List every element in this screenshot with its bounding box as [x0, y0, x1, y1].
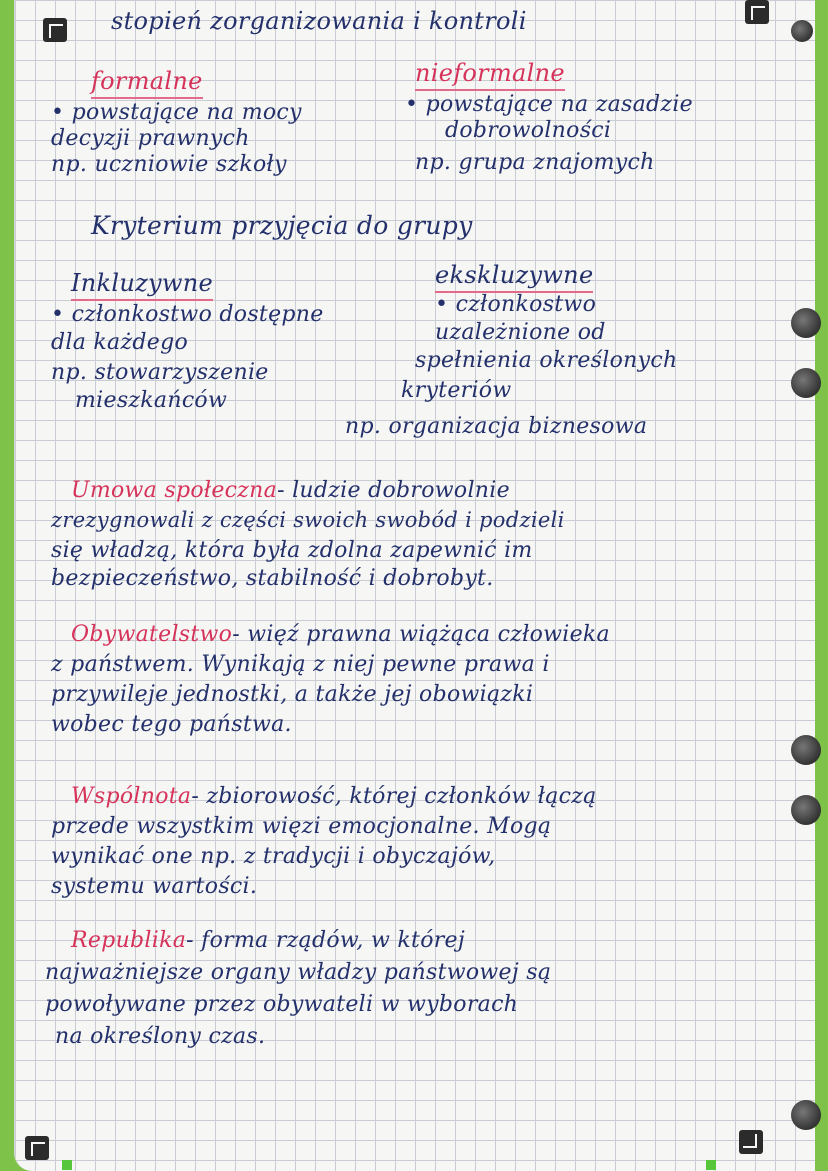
definition-term: Wspólnota [71, 784, 192, 809]
definition-line-2: przede wszystkim więzi emocjonalne. Mogą [51, 814, 552, 839]
informal-line-1: • powstające na zasadzie [405, 92, 693, 117]
definition-line-3: wynikać one np. z tradycji i obyczajów, [51, 844, 496, 869]
definition-line-2: z państwem. Wynikają z niej pewne prawa i [51, 652, 550, 677]
definition-term: Republika [71, 928, 187, 953]
inclusive-line-3: np. stowarzyszenie [51, 360, 269, 385]
definition-text: - zbiorowość, której członków łączą [191, 784, 597, 809]
formal-line-1: • powstające na mocy [51, 100, 302, 125]
formal-line-3: np. uczniowie szkoły [51, 152, 287, 177]
definition-line-4: systemu wartości. [51, 874, 258, 899]
informal-heading: nieformalne [415, 60, 565, 91]
definition-line-3: przywileje jednostki, a także jej obowiązki [51, 682, 534, 707]
corner-mark-bottom-left-icon [25, 1136, 49, 1160]
definition-line-1 [71, 478, 510, 503]
binder-hole-icon [791, 735, 821, 765]
definition-line-1 [71, 784, 597, 809]
exclusive-line-4: kryteriów [401, 378, 512, 403]
definition-line-2: najważniejsze organy władzy państwowej są [45, 960, 552, 985]
definition-term: Obywatelstwo [71, 622, 233, 647]
definition-line-4: na określony czas. [55, 1024, 266, 1049]
definition-line-4: bezpieczeństwo, stabilność i dobrobyt. [51, 566, 494, 591]
exclusive-line-2: uzależnione od [435, 320, 606, 345]
green-marker-icon [62, 1160, 72, 1170]
inclusive-line-4: mieszkańców [75, 388, 228, 413]
definition-term: Umowa społeczna [71, 478, 278, 503]
inclusive-line-1: • członkostwo dostępne [51, 302, 324, 327]
definition-line-3: powoływane przez obywateli w wyborach [45, 992, 519, 1017]
corner-mark-top-right-icon [745, 0, 769, 24]
definition-text: - więź prawna wiążąca człowieka [232, 622, 610, 647]
definition-line-3: się władzą, która była zdolna zapewnić im [51, 538, 533, 563]
binder-hole-icon [791, 795, 821, 825]
definition-line-1 [71, 622, 610, 647]
header-title: stopień zorganizowania i kontroli [111, 7, 527, 35]
binder-hole-icon [791, 1100, 821, 1130]
exclusive-line-1: • członkostwo [435, 292, 597, 317]
notebook-page [14, 0, 815, 1171]
green-marker-icon [706, 1160, 716, 1170]
exclusive-heading: ekskluzywne [435, 262, 593, 293]
formal-line-2: decyzji prawnych [51, 126, 250, 151]
inclusive-heading: Inkluzywne [71, 270, 213, 301]
definition-text: - ludzie dobrowolnie [277, 478, 510, 503]
formal-heading: formalne [91, 68, 203, 99]
definition-line-4: wobec tego państwa. [51, 712, 292, 737]
corner-mark-bottom-right-icon [739, 1130, 763, 1154]
exclusive-line-5: np. organizacja biznesowa [345, 414, 648, 439]
binder-hole-icon [791, 308, 821, 338]
definition-text: - forma rządów, w której [186, 928, 465, 953]
binder-hole-icon [791, 20, 813, 42]
corner-mark-top-left-icon [43, 18, 67, 42]
definition-line-1 [71, 928, 465, 953]
informal-line-3: np. grupa znajomych [415, 150, 655, 175]
exclusive-line-3: spełnienia określonych [415, 348, 678, 373]
binder-hole-icon [791, 368, 821, 398]
definition-line-2: zrezygnowali z części swoich swobód i podzieli [51, 508, 565, 532]
inclusive-line-2: dla każdego [51, 330, 188, 355]
criterion-title: Kryterium przyjęcia do grupy [91, 211, 473, 240]
informal-line-2: dobrowolności [445, 118, 612, 143]
